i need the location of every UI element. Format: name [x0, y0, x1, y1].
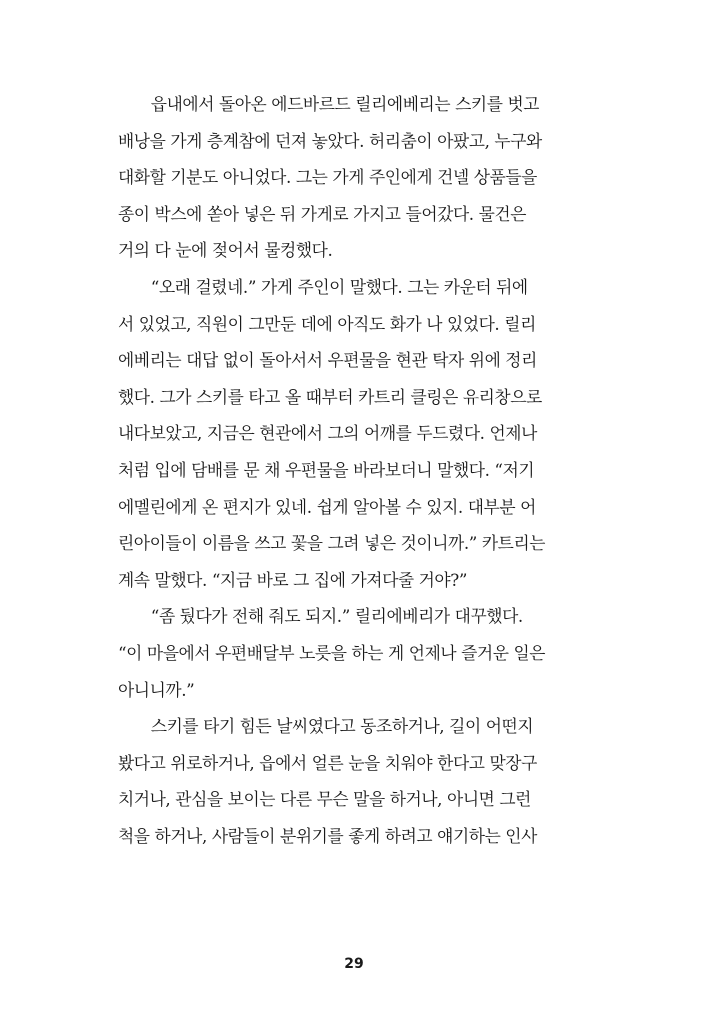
text-line: 종이 박스에 쏟아 넣은 뒤 가게로 가지고 들어갔다. 물건은: [118, 203, 527, 224]
text-line: 스키를 타기 힘든 날씨였다고 동조하거나, 길이 어떤지: [118, 716, 534, 737]
text-line: 에베리는 대답 없이 돌아서서 우편물을 현관 탁자 위에 정리: [118, 350, 537, 371]
text-line: 거의 다 눈에 젖어서 물컹했다.: [118, 240, 333, 261]
text-line: 처럼 입에 담배를 문 채 우편물을 바라보더니 말했다. “저기: [118, 459, 535, 480]
text-line: “좀 뒀다가 전해 줘도 되지.” 릴리에베리가 대꾸했다.: [118, 606, 523, 627]
text-line: 대화할 기분도 아니었다. 그는 가게 주인에게 건넬 상품들을: [118, 167, 537, 188]
text-line: 계속 말했다. “지금 바로 그 집에 가져다줄 거야?”: [118, 569, 468, 590]
text-line: 에멜린에게 온 편지가 있네. 쉽게 알아볼 수 있지. 대부분 어: [118, 496, 536, 517]
text-line: 서 있었고, 직원이 그만둔 데에 아직도 화가 나 있었다. 릴리: [118, 313, 536, 334]
text-line: 척을 하거나, 사람들이 분위기를 좋게 하려고 얘기하는 인사: [118, 825, 537, 846]
body-text: [118, 86, 614, 854]
text-line: “오래 걸렸네.” 가게 주인이 말했다. 그는 카운터 뒤에: [118, 276, 528, 297]
text-line: 봤다고 위로하거나, 읍에서 얼른 눈을 치워야 한다고 맞장구: [118, 752, 537, 773]
text-line: 치거나, 관심을 보이는 다른 무슨 말을 하거나, 아니면 그런: [118, 789, 531, 810]
text-line: 읍내에서 돌아온 에드바르드 릴리에베리는 스키를 벗고: [118, 94, 540, 114]
text-line: 린아이들이 이름을 쓰고 꽃을 그려 넣은 것이니까.” 카트리는: [118, 533, 546, 554]
text-line: 내다보았고, 지금은 현관에서 그의 어깨를 두드렸다. 언제나: [118, 423, 537, 444]
page-number: 29: [344, 956, 364, 972]
text-line: 배낭을 가게 층계참에 던져 놓았다. 허리춤이 아팠고, 누구와: [118, 130, 542, 151]
text-line: 아니니까.”: [118, 679, 195, 700]
text-line: 했다. 그가 스키를 타고 올 때부터 카트리 클링은 유리창으로: [118, 386, 542, 407]
text-line: “이 마을에서 우편배달부 노릇을 하는 게 언제나 즐거운 일은: [118, 642, 546, 663]
